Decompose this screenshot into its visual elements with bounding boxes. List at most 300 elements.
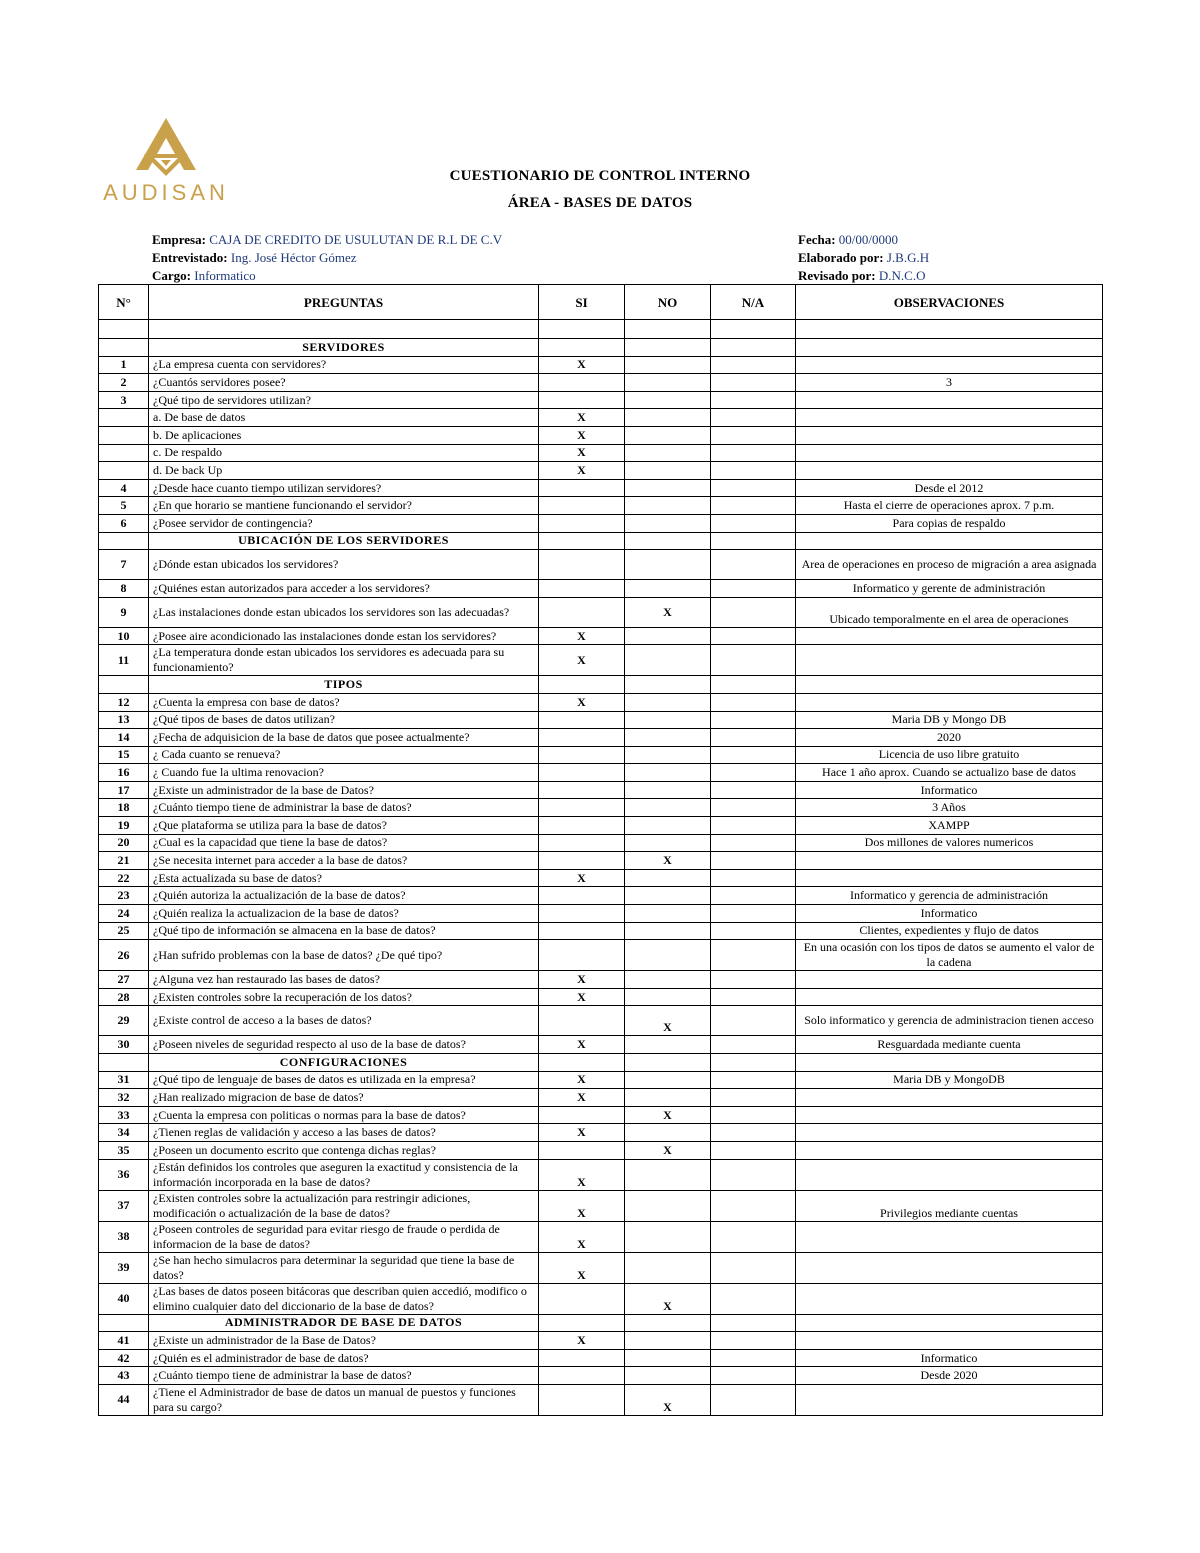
- question-number: 29: [99, 1006, 149, 1036]
- answer-si: X: [539, 1124, 625, 1142]
- answer-na: [711, 852, 796, 870]
- observation: Privilegios mediante cuentas: [796, 1190, 1103, 1221]
- question-number: [99, 426, 149, 444]
- answer-na: [711, 1221, 796, 1252]
- answer-na: [711, 781, 796, 799]
- answer-no: [625, 1124, 711, 1142]
- question-text: ¿Desde hace cuanto tiempo utilizan servidores?: [149, 479, 539, 497]
- table-row: [99, 729, 1103, 747]
- answer-si: [539, 514, 625, 532]
- table-row: [99, 781, 1103, 799]
- answer-si: [539, 834, 625, 852]
- observation: [796, 1384, 1103, 1415]
- question-number: [99, 409, 149, 427]
- answer-si: [539, 799, 625, 817]
- answer-na: [711, 580, 796, 598]
- question-number: 28: [99, 988, 149, 1006]
- answer-no: [625, 799, 711, 817]
- answer-na: [711, 971, 796, 989]
- answer-si: [539, 817, 625, 835]
- header-questions: PREGUNTAS: [149, 285, 539, 320]
- question-text: ¿ Cuando fue la ultima renovacion?: [149, 764, 539, 782]
- observation: [796, 988, 1103, 1006]
- question-number: 22: [99, 869, 149, 887]
- answer-si: X: [539, 1071, 625, 1089]
- table-row: [99, 497, 1103, 515]
- answer-no: [625, 479, 711, 497]
- answer-si: [539, 781, 625, 799]
- answer-na: [711, 887, 796, 905]
- answer-na: [711, 1036, 796, 1054]
- question-number: 9: [99, 597, 149, 627]
- question-text: a. De base de datos: [149, 409, 539, 427]
- answer-na: [711, 550, 796, 580]
- question-text: b. De aplicaciones: [149, 426, 539, 444]
- meta-cargo: Cargo: Informatico: [152, 268, 256, 283]
- answer-na: [711, 497, 796, 515]
- answer-na: [711, 1190, 796, 1221]
- question-number: 8: [99, 580, 149, 598]
- observation: Informatico: [796, 1349, 1103, 1367]
- answer-na: [711, 988, 796, 1006]
- company-logo-text: AUDISAN: [103, 180, 229, 205]
- empty-cell: [539, 339, 625, 357]
- observation: Desde 2020: [796, 1367, 1103, 1385]
- answer-na: [711, 479, 796, 497]
- answer-no: [625, 905, 711, 923]
- answer-no: [625, 374, 711, 392]
- question-text: ¿Existe control de acceso a la bases de datos?: [149, 1006, 539, 1036]
- page-subtitle: ÁREA - BASES DE DATOS: [507, 195, 693, 211]
- table-row: [99, 1089, 1103, 1107]
- observation: Desde el 2012: [796, 479, 1103, 497]
- answer-si: X: [539, 1221, 625, 1252]
- empty-cell: [711, 676, 796, 694]
- answer-na: [711, 746, 796, 764]
- empty-cell: [539, 320, 625, 339]
- table-row: [99, 426, 1103, 444]
- answer-si: [539, 391, 625, 409]
- answer-si: [539, 922, 625, 940]
- question-number: 3: [99, 391, 149, 409]
- observation: XAMPP: [796, 817, 1103, 835]
- observation: Para copias de respaldo: [796, 514, 1103, 532]
- observation: Maria DB y Mongo DB: [796, 711, 1103, 729]
- observation: Clientes, expedientes y flujo de datos: [796, 922, 1103, 940]
- table-row: [99, 356, 1103, 374]
- answer-si: [539, 764, 625, 782]
- question-number: 40: [99, 1283, 149, 1314]
- question-number: 7: [99, 550, 149, 580]
- empty-cell: [711, 320, 796, 339]
- question-text: ¿Tiene el Administrador de base de datos un manual de puestos y funciones para su cargo?: [149, 1384, 539, 1415]
- table-row: [99, 409, 1103, 427]
- empty-cell: [625, 339, 711, 357]
- observation: [796, 693, 1103, 711]
- answer-no: [625, 645, 711, 676]
- answer-si: X: [539, 1159, 625, 1190]
- answer-si: [539, 597, 625, 627]
- answer-no: [625, 971, 711, 989]
- answer-si: X: [539, 1036, 625, 1054]
- answer-si: [539, 852, 625, 870]
- empty-cell: [99, 320, 149, 339]
- empty-cell: [711, 532, 796, 550]
- observation: Resguardada mediante cuenta: [796, 1036, 1103, 1054]
- answer-no: [625, 444, 711, 462]
- observation: Hace 1 año aprox. Cuando se actualizo base de datos: [796, 764, 1103, 782]
- answer-no: X: [625, 1106, 711, 1124]
- empty-cell: [625, 532, 711, 550]
- question-text: ¿Existen controles sobre la recuperación de los datos?: [149, 988, 539, 1006]
- observation: [796, 391, 1103, 409]
- meta-fecha: Fecha: 00/00/0000: [798, 232, 899, 247]
- answer-si: [539, 1006, 625, 1036]
- table-row: [99, 711, 1103, 729]
- question-text: d. De back Up: [149, 462, 539, 480]
- answer-no: [625, 1190, 711, 1221]
- answer-si: X: [539, 1332, 625, 1350]
- answer-na: [711, 426, 796, 444]
- observation: Area de operaciones en proceso de migración a area asignada: [796, 550, 1103, 580]
- question-number: 20: [99, 834, 149, 852]
- table-row: [99, 1159, 1103, 1190]
- answer-na: [711, 645, 796, 676]
- meta-left: [152, 231, 502, 285]
- answer-na: [711, 693, 796, 711]
- answer-si: [539, 374, 625, 392]
- observation: [796, 409, 1103, 427]
- answer-na: [711, 356, 796, 374]
- answer-na: [711, 409, 796, 427]
- answer-no: [625, 729, 711, 747]
- meta-right: [798, 231, 929, 285]
- question-number: 5: [99, 497, 149, 515]
- observation: Informatico y gerencia de administración: [796, 887, 1103, 905]
- question-text: ¿Se han hecho simulacros para determinar la seguridad que tiene la base de datos?: [149, 1252, 539, 1283]
- answer-na: [711, 374, 796, 392]
- table-row: [99, 869, 1103, 887]
- observation: [796, 1221, 1103, 1252]
- answer-na: [711, 1349, 796, 1367]
- page-title: CUESTIONARIO DE CONTROL INTERNO: [449, 168, 751, 184]
- question-number: 24: [99, 905, 149, 923]
- question-number: 10: [99, 627, 149, 645]
- question-text: ¿Quién es el administrador de base de datos?: [149, 1349, 539, 1367]
- table-row: [99, 1106, 1103, 1124]
- table-row: [99, 514, 1103, 532]
- section-heading: TIPOS: [149, 676, 539, 694]
- table-row: [99, 834, 1103, 852]
- meta-empresa: Empresa: CAJA DE CREDITO DE USULUTAN DE R.L DE C.V: [152, 232, 503, 247]
- answer-si: X: [539, 693, 625, 711]
- empty-cell: [625, 676, 711, 694]
- answer-si: X: [539, 971, 625, 989]
- answer-no: [625, 781, 711, 799]
- answer-no: [625, 550, 711, 580]
- question-number: 2: [99, 374, 149, 392]
- answer-no: [625, 580, 711, 598]
- table-row: [99, 1124, 1103, 1142]
- table-row: [99, 1141, 1103, 1159]
- empty-cell: [711, 1054, 796, 1072]
- question-text: ¿La empresa cuenta con servidores?: [149, 356, 539, 374]
- table-row: [99, 374, 1103, 392]
- observation: Maria DB y MongoDB: [796, 1071, 1103, 1089]
- answer-si: X: [539, 1089, 625, 1107]
- question-number: [99, 444, 149, 462]
- question-number: 32: [99, 1089, 149, 1107]
- table-row: [99, 1006, 1103, 1036]
- answer-si: [539, 746, 625, 764]
- empty-cell: [539, 676, 625, 694]
- question-number: 14: [99, 729, 149, 747]
- answer-no: X: [625, 852, 711, 870]
- question-text: c. De respaldo: [149, 444, 539, 462]
- table-row: [99, 988, 1103, 1006]
- table-row: [99, 391, 1103, 409]
- answer-si: X: [539, 988, 625, 1006]
- empty-cell: [539, 1054, 625, 1072]
- question-text: ¿Poseen niveles de seguridad respecto al uso de la base de datos?: [149, 1036, 539, 1054]
- empty-cell: [796, 532, 1103, 550]
- observation: [796, 1089, 1103, 1107]
- answer-no: [625, 922, 711, 940]
- answer-no: [625, 817, 711, 835]
- question-text: ¿Cuenta la empresa con base de datos?: [149, 693, 539, 711]
- answer-si: [539, 580, 625, 598]
- empty-cell: [99, 1054, 149, 1072]
- empty-cell: [796, 339, 1103, 357]
- question-number: 33: [99, 1106, 149, 1124]
- question-number: 13: [99, 711, 149, 729]
- question-text: ¿Cuánto tiempo tiene de administrar la base de datos?: [149, 1367, 539, 1385]
- table-row: [99, 627, 1103, 645]
- answer-na: [711, 597, 796, 627]
- empty-cell: [796, 1314, 1103, 1332]
- answer-no: X: [625, 597, 711, 627]
- table-row: [99, 462, 1103, 480]
- answer-no: X: [625, 1006, 711, 1036]
- observation: Dos millones de valores numericos: [796, 834, 1103, 852]
- table-row: [99, 444, 1103, 462]
- meta-entrevistado: Entrevistado: Ing. José Héctor Gómez: [152, 250, 357, 265]
- question-number: 17: [99, 781, 149, 799]
- table-row: [99, 1190, 1103, 1221]
- answer-si: [539, 711, 625, 729]
- observation: Informatico y gerente de administración: [796, 580, 1103, 598]
- answer-na: [711, 391, 796, 409]
- answer-na: [711, 940, 796, 971]
- question-number: [99, 462, 149, 480]
- empty-cell: [711, 339, 796, 357]
- table-row: [99, 1036, 1103, 1054]
- answer-no: [625, 391, 711, 409]
- answer-na: [711, 1124, 796, 1142]
- table-row: [99, 1283, 1103, 1314]
- question-text: ¿Cuánto tiempo tiene de administrar la base de datos?: [149, 799, 539, 817]
- observation: [796, 852, 1103, 870]
- answer-si: X: [539, 444, 625, 462]
- question-number: 18: [99, 799, 149, 817]
- section-heading: SERVIDORES: [149, 339, 539, 357]
- answer-na: [711, 514, 796, 532]
- answer-si: X: [539, 356, 625, 374]
- empty-cell: [625, 1314, 711, 1332]
- answer-no: [625, 693, 711, 711]
- table-row: [99, 764, 1103, 782]
- answer-si: [539, 479, 625, 497]
- table-row: [99, 550, 1103, 580]
- observation: Hasta el cierre de operaciones aprox. 7 p.m.: [796, 497, 1103, 515]
- header-observations: OBSERVACIONES: [796, 285, 1103, 320]
- question-text: ¿Han realizado migracion de base de datos?: [149, 1089, 539, 1107]
- answer-si: X: [539, 1252, 625, 1283]
- observation: 3: [796, 374, 1103, 392]
- observation: [796, 1159, 1103, 1190]
- header-no: NO: [625, 285, 711, 320]
- question-text: ¿Cuenta la empresa con politicas o normas para la base de datos?: [149, 1106, 539, 1124]
- answer-si: X: [539, 426, 625, 444]
- table-header-row: [99, 285, 1103, 320]
- table-section-row: [99, 339, 1103, 357]
- table-body: [99, 320, 1103, 1416]
- empty-cell: [796, 1054, 1103, 1072]
- question-number: 34: [99, 1124, 149, 1142]
- answer-si: [539, 729, 625, 747]
- question-text: ¿Qué tipo de servidores utilizan?: [149, 391, 539, 409]
- question-number: 4: [99, 479, 149, 497]
- question-number: 37: [99, 1190, 149, 1221]
- question-number: 42: [99, 1349, 149, 1367]
- meta-revisado: Revisado por: D.N.C.O: [798, 268, 926, 283]
- question-text: ¿Existe un administrador de la base de Datos?: [149, 781, 539, 799]
- meta-elaborado: Elaborado por: J.B.G.H: [798, 250, 930, 265]
- observation: [796, 971, 1103, 989]
- table-section-row: [99, 1314, 1103, 1332]
- question-text: ¿Las bases de datos poseen bitácoras que describan quien accedió, modifico o elimino cualquier dato del diccionario de la base de datos?: [149, 1283, 539, 1314]
- observation: [796, 356, 1103, 374]
- table-row: [99, 580, 1103, 598]
- answer-si: [539, 1283, 625, 1314]
- answer-si: [539, 550, 625, 580]
- table-row: [99, 817, 1103, 835]
- question-text: ¿Quiénes estan autorizados para acceder a los servidores?: [149, 580, 539, 598]
- observation: [796, 645, 1103, 676]
- question-number: 43: [99, 1367, 149, 1385]
- answer-na: [711, 1089, 796, 1107]
- observation: [796, 1124, 1103, 1142]
- answer-no: [625, 1036, 711, 1054]
- empty-cell: [539, 1314, 625, 1332]
- empty-cell: [625, 320, 711, 339]
- table-row: [99, 1384, 1103, 1415]
- question-text: ¿Cual es la capacidad que tiene la base de datos?: [149, 834, 539, 852]
- answer-na: [711, 922, 796, 940]
- observation: [796, 1332, 1103, 1350]
- answer-no: [625, 1089, 711, 1107]
- answer-no: [625, 1252, 711, 1283]
- section-heading: UBICACIÓN DE LOS SERVIDORES: [149, 532, 539, 550]
- empty-cell: [149, 320, 539, 339]
- answer-no: [625, 869, 711, 887]
- answer-na: [711, 1384, 796, 1415]
- answer-no: [625, 887, 711, 905]
- table-row: [99, 693, 1103, 711]
- answer-na: [711, 905, 796, 923]
- question-text: ¿Quién autoriza la actualización de la base de datos?: [149, 887, 539, 905]
- answer-na: [711, 1283, 796, 1314]
- answer-no: X: [625, 1384, 711, 1415]
- question-number: 39: [99, 1252, 149, 1283]
- answer-no: [625, 1367, 711, 1385]
- answer-no: [625, 627, 711, 645]
- question-number: 19: [99, 817, 149, 835]
- table-row: [99, 1367, 1103, 1385]
- answer-na: [711, 627, 796, 645]
- answer-si: [539, 887, 625, 905]
- answer-no: [625, 834, 711, 852]
- table-row: [99, 940, 1103, 971]
- empty-cell: [625, 1054, 711, 1072]
- empty-cell: [99, 339, 149, 357]
- table-row: [99, 1221, 1103, 1252]
- answer-no: [625, 764, 711, 782]
- question-text: ¿Tienen reglas de validación y acceso a las bases de datos?: [149, 1124, 539, 1142]
- question-number: 21: [99, 852, 149, 870]
- question-number: 41: [99, 1332, 149, 1350]
- observation: En una ocasión con los tipos de datos se aumento el valor de la cadena: [796, 940, 1103, 971]
- answer-na: [711, 869, 796, 887]
- answer-si: [539, 905, 625, 923]
- question-text: ¿En que horario se mantiene funcionando el servidor?: [149, 497, 539, 515]
- header-si: SI: [539, 285, 625, 320]
- question-number: 16: [99, 764, 149, 782]
- table-row: [99, 645, 1103, 676]
- answer-si: [539, 497, 625, 515]
- answer-no: [625, 462, 711, 480]
- answer-na: [711, 729, 796, 747]
- table-row: [99, 479, 1103, 497]
- answer-si: [539, 1384, 625, 1415]
- question-number: 12: [99, 693, 149, 711]
- table-row: [99, 1071, 1103, 1089]
- table-row: [99, 971, 1103, 989]
- answer-no: [625, 497, 711, 515]
- question-text: ¿Cuantós servidores posee?: [149, 374, 539, 392]
- observation: [796, 444, 1103, 462]
- answer-si: X: [539, 462, 625, 480]
- answer-na: [711, 817, 796, 835]
- questionnaire-table: [98, 284, 1103, 1416]
- table-row: [99, 887, 1103, 905]
- question-number: 6: [99, 514, 149, 532]
- answer-na: [711, 834, 796, 852]
- question-text: ¿Se necesita internet para acceder a la base de datos?: [149, 852, 539, 870]
- question-text: ¿Existe un administrador de la Base de Datos?: [149, 1332, 539, 1350]
- answer-si: [539, 1367, 625, 1385]
- answer-na: [711, 1006, 796, 1036]
- question-text: ¿Quién realiza la actualizacion de la base de datos?: [149, 905, 539, 923]
- empty-cell: [99, 532, 149, 550]
- observation: [796, 426, 1103, 444]
- answer-no: [625, 514, 711, 532]
- answer-si: X: [539, 645, 625, 676]
- answer-si: X: [539, 1190, 625, 1221]
- answer-si: [539, 1106, 625, 1124]
- observation: [796, 1141, 1103, 1159]
- table-row: [99, 746, 1103, 764]
